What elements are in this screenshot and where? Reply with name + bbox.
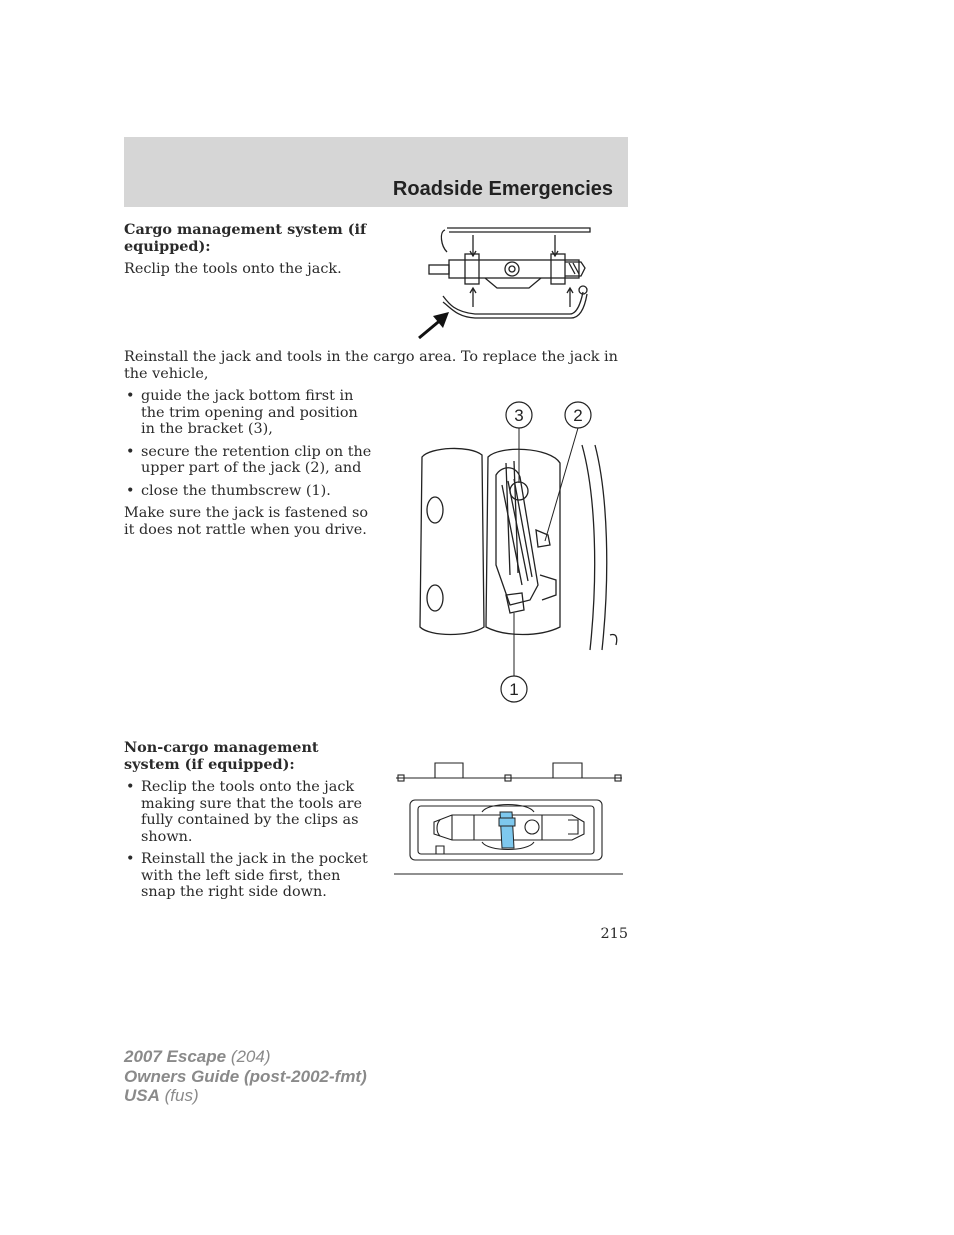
noncargo-heading: Non-cargo management system (if equipped): xyxy=(124,739,319,773)
footer-model-code: (204) xyxy=(226,1047,271,1066)
cargo-jack-installation-illustration xyxy=(410,395,625,710)
fasten-note: Make sure the jack is fastened so it does not rattle when you drive. xyxy=(124,505,369,538)
cargo-reclip-text: Reclip the tools onto the jack. xyxy=(124,261,342,277)
callout-2: 2 xyxy=(573,406,583,425)
footer-guide: Owners Guide (post-2002-fmt) xyxy=(124,1066,367,1086)
section-header xyxy=(124,137,628,207)
section-title: Roadside Emergencies xyxy=(392,178,613,200)
steps-list xyxy=(124,388,374,505)
list-item: • secure the retention clip on the upper part of the jack (2), and xyxy=(124,444,374,477)
list-item: • close the thumbscrew (1). xyxy=(124,483,374,500)
callout-3: 3 xyxy=(514,406,524,425)
list-item: • Reinstall the jack in the pocket with the left side first, then snap the right side down. xyxy=(124,851,374,901)
list-item: • Reclip the tools onto the jack making sure that the tools are fully contained by the clips as shown. xyxy=(124,779,374,845)
cargo-heading: Cargo management system (if equipped): xyxy=(124,221,367,255)
reinstall-text: Reinstall the jack and tools in the cargo area. To replace the jack in the vehicle, xyxy=(124,349,618,382)
footer-model: 2007 Escape xyxy=(124,1047,227,1066)
footer-market: USA xyxy=(124,1086,160,1105)
callout-1: 1 xyxy=(509,680,519,699)
page-number: 215 xyxy=(600,926,628,942)
list-item: • guide the jack bottom first in the trim opening and position in the bracket (3), xyxy=(124,388,374,438)
noncargo-list xyxy=(124,779,374,907)
jack-tools-illustration xyxy=(405,222,605,344)
jack-pocket-illustration xyxy=(392,760,627,878)
document-footer xyxy=(124,1047,367,1106)
footer-market-code: (fus) xyxy=(159,1086,199,1105)
